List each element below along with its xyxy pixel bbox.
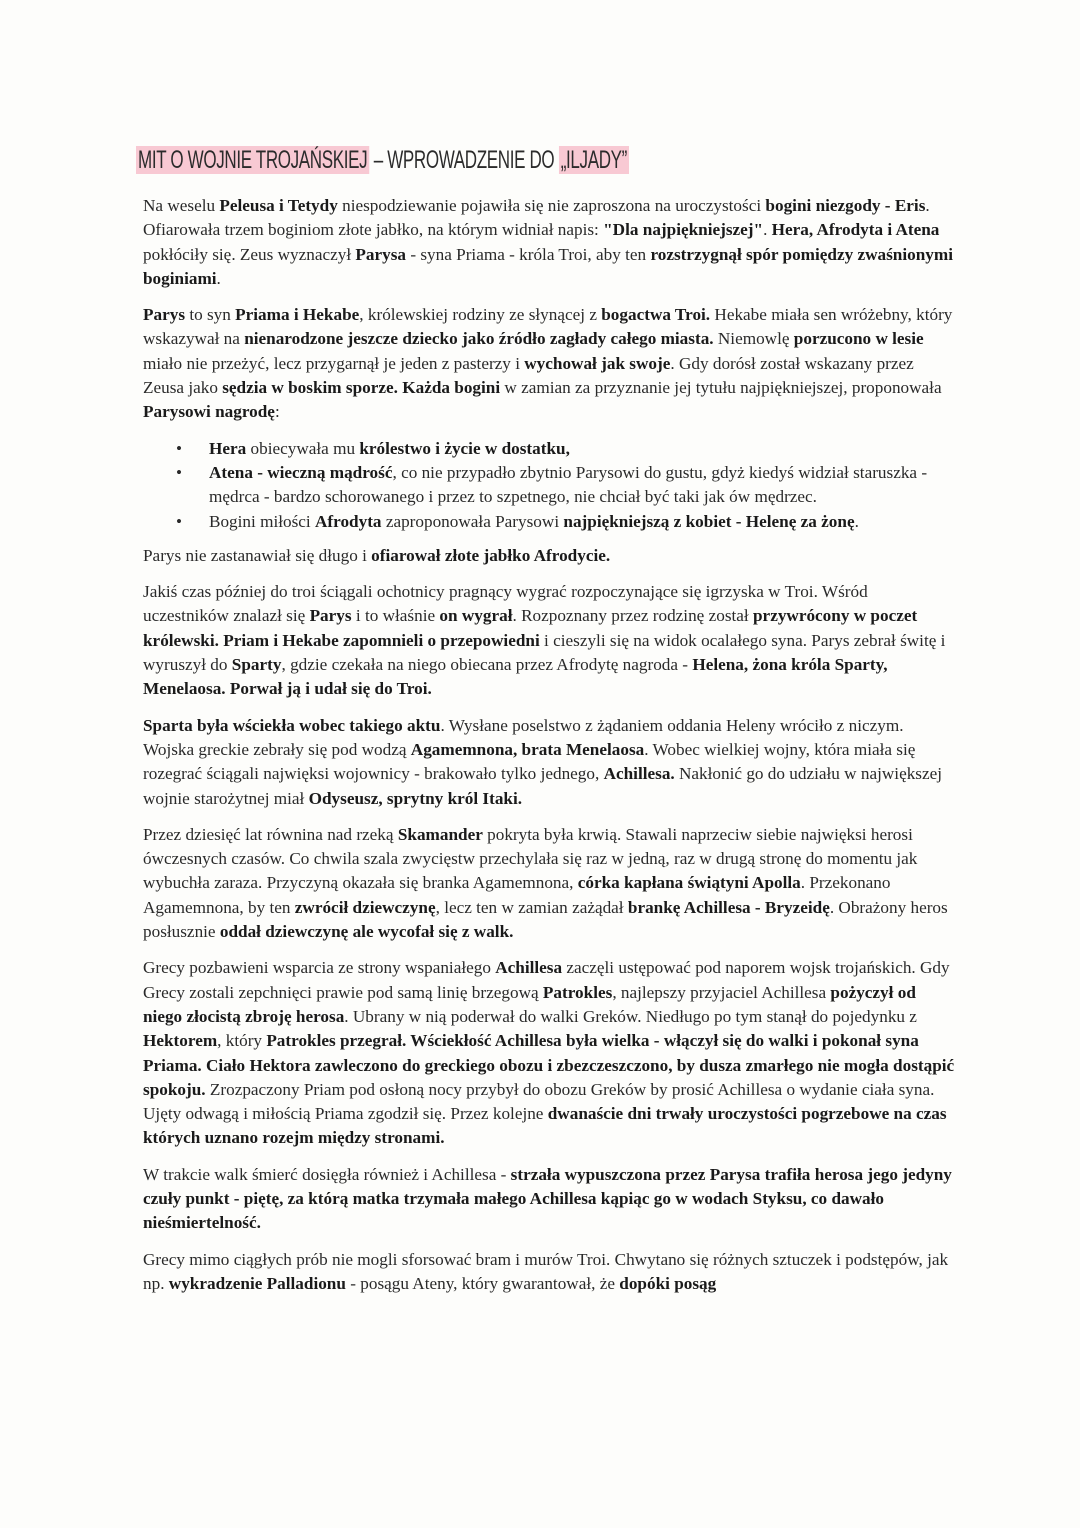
- text: .: [763, 220, 772, 240]
- document-body: [143, 194, 955, 1308]
- text: obiecywała mu: [246, 438, 360, 458]
- bold-text: Parysowi nagrodę: [143, 402, 275, 422]
- text: Grecy mimo ciągłych prób nie mogli sforsować bram i murów Troi. Chwytano się różnych sztuczek i podstępów, jak np.: [143, 1249, 949, 1293]
- text: Zrozpaczony Priam pod osłoną nocy przybył do obozu Greków by prosić Achillesa o wydanie ciała syna. Ujęty odwagą i miłością Priama zgodził się. Przez kolejne: [143, 1079, 935, 1124]
- text: - syna Priama - króla Troi, aby ten: [406, 244, 651, 264]
- text: . Ofiarowała trzem boginiom złote jabłko, na którym widniał napis:: [143, 196, 930, 240]
- text: Przez dziesięć lat równina nad rzeką: [143, 824, 398, 844]
- bold-text: nienarodzone jeszcze dziecko jako źródło zagłady całego miasta.: [244, 329, 714, 349]
- text: Parys nie zastanawiał się długo i: [143, 545, 372, 565]
- text: .: [216, 268, 221, 288]
- page-title: [136, 146, 629, 175]
- bold-text: dopóki posąg: [619, 1273, 717, 1293]
- bold-text: bogactwa Troi.: [601, 305, 711, 325]
- text: , który: [217, 1031, 267, 1051]
- text: Jakiś czas później do troi ściągali ochotnicy pragnący wygrać rozpoczynające się igrzyska w Troi. Wśród uczestników znalazł się: [143, 582, 868, 626]
- text: pokryta była krwią. Stawali naprzeciw siebie najwięksi herosi ówczesnych czasów. Co chwila szala zwycięstw przechylała się raz w jedną, raz w drugą stronę do momentu jak wybuchła zaraza. Przyczyną okazała się branka Agamemnona,: [143, 824, 918, 893]
- text: , królewskiej rodziny ze słynącej z: [359, 305, 602, 325]
- text: . Wysłane poselstwo z żądaniem oddania Heleny wróciło z niczym. Wojska greckie zebrały się pod wodzą: [143, 715, 904, 759]
- text: i to właśnie: [351, 606, 440, 626]
- bold-text: Sparty: [231, 655, 282, 675]
- text: , co nie przypadło zbytnio Parysowi do gustu, gdyż kiedyś widział staruszka - mędrca - bardzo schorowanego i przez to szpetnego, nie chciał być taki jak ów mędrzec.: [209, 462, 928, 507]
- bullet-list: [143, 437, 955, 534]
- bold-text: on wygrał: [439, 606, 513, 626]
- title-highlight-main: MIT O WOJNIE TROJAŃSKIEJ: [136, 146, 369, 174]
- paragraph: [143, 303, 955, 424]
- bold-text: Achillesa: [495, 958, 563, 978]
- bold-text: wykradzenie Palladionu: [168, 1273, 346, 1293]
- text: . Ubrany w nią poderwał do walki Greków. Niedługo po tym stanął do pojedynku z: [344, 1006, 917, 1026]
- text: . Gdy dorósł został wskazany przez Zeusa jako: [143, 353, 914, 398]
- text: - posągu Ateny, który gwarantował, że: [345, 1273, 620, 1293]
- bold-text: przywrócony w poczet królewski. Priam i Hekabe zapomnieli o przepowiedni: [143, 606, 918, 650]
- text: . Przekonano Agamemnona, by ten: [143, 873, 891, 917]
- paragraph: [143, 714, 955, 811]
- list-item: [209, 437, 955, 461]
- text: , lecz ten w zamian zażądał: [435, 897, 628, 917]
- bold-text: królestwo i życie w dostatku,: [359, 438, 570, 458]
- bold-text: rozstrzygnął spór pomiędzy zwaśnionymi boginiami: [143, 244, 953, 288]
- bold-text: Hektorem: [143, 1031, 218, 1051]
- bold-text: Afrodyta: [315, 511, 382, 531]
- bold-text: brankę Achillesa - Bryzeidę: [627, 897, 830, 917]
- bold-text: Patrokles przegrał. Wściekłość Achillesa była wielka - włączył się do walki i pokonał syna Priama. Ciało Hektora zawleczono do greckiego obozu i zbezczeszczono, by dusza zmarłego nie mogła dostąpić spokoju.: [143, 1031, 955, 1099]
- text: w zamian za przyznanie jej tytułu najpiękniejszej, proponowała: [500, 378, 942, 398]
- bold-text: Parys: [309, 606, 352, 626]
- bold-text: Parys: [143, 305, 186, 325]
- text: . Rozpoznany przez rodzinę został: [512, 606, 753, 626]
- bold-text: najpiękniejszą z kobiet - Helenę za żonę: [563, 511, 855, 531]
- bold-text: sędzia w boskim sporze. Każda bogini: [222, 378, 501, 398]
- bold-text: Atena - wieczną mądrość: [209, 462, 393, 482]
- bold-text: córka kapłana świątyni Apolla: [577, 873, 801, 893]
- list-item: [209, 461, 955, 510]
- bold-text: Priama i Hekabe: [235, 305, 360, 325]
- paragraph: [143, 1163, 955, 1236]
- text: .: [854, 511, 859, 531]
- text: i cieszyli się na widok ocalałego syna. Parys zebrał świtę i wyruszył do: [143, 630, 946, 675]
- bold-text: pożyczył od niego złocistą zbroję herosa: [143, 982, 916, 1026]
- bold-text: Hera: [209, 438, 247, 458]
- paragraph: [143, 823, 955, 944]
- text: to syn: [185, 305, 236, 325]
- bold-text: Hera, Afrodyta i Atena: [771, 220, 940, 240]
- bold-text: "Dla najpiękniejszej": [603, 220, 764, 240]
- bold-text: wychował jak swoje: [524, 353, 671, 373]
- bold-text: Sparta była wściekła wobec takiego aktu: [143, 715, 441, 735]
- text: . Obrażony heros posłusznie: [143, 897, 948, 942]
- text: Na weselu: [143, 196, 220, 215]
- paragraph: [143, 956, 955, 1150]
- bold-text: Skamander: [397, 824, 483, 844]
- title-middle: – WPROWADZENIE DO: [369, 146, 559, 174]
- bold-text: Patrokles: [542, 982, 613, 1002]
- bold-text: Peleusa i Tetydy: [219, 196, 338, 215]
- text: miało nie przeżyć, lecz przygarnął je jeden z pasterzy i: [143, 353, 525, 373]
- paragraph: [143, 1248, 955, 1297]
- text: , gdzie czekała na niego obiecana przez Afrodytę nagroda -: [281, 655, 693, 675]
- text: Hekabe miała sen wróżebny, który wskazywał na: [143, 305, 953, 349]
- text: Grecy pozbawieni wsparcia ze strony wspaniałego: [143, 958, 496, 978]
- text: Nakłonić go do udziału w największej wojnie starożytnej miał: [143, 764, 943, 808]
- text: . Wobec wielkiej wojny, która miała się rozegrać ściągali najwięksi wojownicy - brakowało tylko jednego,: [143, 739, 916, 784]
- paragraph: [143, 194, 955, 291]
- list-item: [209, 510, 955, 534]
- bold-text: strzała wypuszczona przez Parysa trafiła herosa jego jedyny czuły punkt - piętę, za którą matka trzymała małego Achillesa kąpiąc go w wodach Styksu, co dawało nieśmiertelność.: [143, 1164, 952, 1233]
- text: niespodziewanie pojawiła się nie zaproszona na uroczystości: [337, 196, 766, 215]
- bold-text: Parysa: [355, 244, 407, 264]
- bold-text: Helena, żona króla Sparty, Menelaosa. Porwał ją i udał się do Troi.: [143, 655, 888, 699]
- title-highlight-iliad: „ILJADY”: [559, 146, 629, 174]
- bold-text: Agamemnona, brata Menelaosa: [410, 739, 645, 759]
- bold-text: Achillesa.: [603, 764, 675, 784]
- bold-text: bogini niezgody - Eris: [765, 196, 926, 215]
- text: zaproponowała Parysowi: [381, 511, 564, 531]
- text: W trakcie walk śmierć dosięgła również i Achillesa -: [143, 1164, 511, 1184]
- bold-text: Odyseusz, sprytny król Itaki.: [308, 788, 523, 808]
- bold-text: porzucono w lesie: [793, 329, 924, 349]
- paragraph: [143, 580, 955, 701]
- text: Niemowlę: [713, 329, 794, 349]
- text: Bogini miłości: [209, 511, 315, 531]
- bold-text: oddał dziewczynę ale wycofał się z walk.: [219, 922, 514, 942]
- bold-text: zwrócił dziewczynę: [294, 897, 436, 917]
- text: zaczęli ustępować pod naporem wojsk trojańskich. Gdy Grecy zostali zepchnięci prawie pod samą linię brzegową: [143, 958, 950, 1002]
- bold-text: ofiarował złote jabłko Afrodycie.: [371, 545, 611, 565]
- text: pokłóciły się. Zeus wyznaczył: [143, 244, 356, 264]
- paragraph: [143, 544, 955, 568]
- text: , najlepszy przyjaciel Achillesa: [612, 982, 831, 1002]
- text: :: [274, 402, 280, 422]
- bold-text: dwanaście dni trwały uroczystości pogrzebowe na czas których uznano rozejm między stronami.: [143, 1104, 947, 1148]
